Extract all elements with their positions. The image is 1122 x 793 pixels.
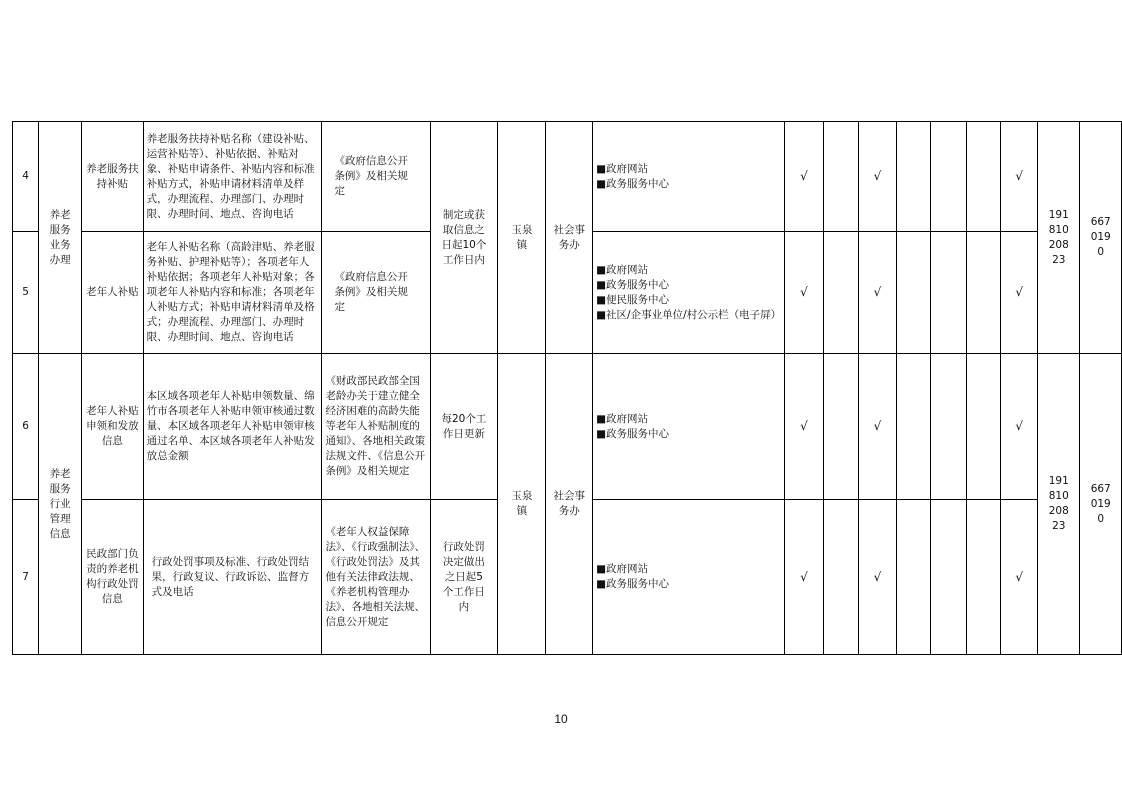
subject-cell: 玉泉镇 xyxy=(498,354,546,655)
empty-cell xyxy=(931,122,967,232)
check-mark: √ xyxy=(785,500,824,655)
empty-cell xyxy=(897,122,931,232)
empty-cell xyxy=(897,354,931,500)
item-name: 养老服务扶持补贴 xyxy=(82,122,144,232)
empty-cell xyxy=(967,122,1001,232)
empty-cell xyxy=(967,500,1001,655)
content-cell: 行政处罚事项及标准、行政处罚结果，行政复议、行政诉讼、监督方式及电话 xyxy=(143,500,322,655)
check-mark: √ xyxy=(858,122,897,232)
check-mark: √ xyxy=(858,354,897,500)
dept-cell: 社会事务办 xyxy=(546,122,593,354)
channel-item: ■政务服务中心 xyxy=(596,578,670,590)
check-mark: √ xyxy=(858,232,897,354)
channels-cell xyxy=(593,354,785,500)
disclosure-table xyxy=(12,121,1122,655)
content-cell: 老年人补贴名称（高龄津贴、养老服务补贴、护理补贴等）；各项老年人补贴依据；各项老年人补贴对象；各项老年人补贴内容和标准；各项老年人补贴方式；补贴申请材料清单及格式；办理流程、办理部门、办理时限、办理时间、地点、咨询电话 xyxy=(143,232,322,354)
basis-cell: 《老年人权益保障法》、《行政强制法》、《行政处罚法》及其他有关法律政法规、《养老机构管理办法》、各地相关法规、信息公开规定 xyxy=(322,500,430,655)
row-number: 6 xyxy=(13,354,39,500)
channel-item: ■政府网站 xyxy=(596,162,649,175)
channel-item: ■政府网站 xyxy=(596,263,649,276)
channel-item: ■政务服务中心 xyxy=(596,177,670,190)
channels-cell xyxy=(593,122,785,232)
contact-phone-a: 191810 20823 xyxy=(1038,122,1080,354)
item-name: 老年人补贴申领和发放信息 xyxy=(82,354,144,500)
check-mark: √ xyxy=(785,232,824,354)
timelimit-cell: 每20个工作日更新 xyxy=(430,354,498,500)
channel-item: ■政务服务中心 xyxy=(596,278,670,291)
page-number: 10 xyxy=(554,712,568,726)
timelimit-cell: 行政处罚决定做出之日起5个工作日内 xyxy=(430,500,498,655)
item-name: 老年人补贴 xyxy=(82,232,144,354)
check-mark: √ xyxy=(858,500,897,655)
empty-cell xyxy=(897,500,931,655)
empty-cell xyxy=(967,354,1001,500)
empty-cell xyxy=(931,354,967,500)
channels-cell xyxy=(593,500,785,655)
channel-item: ■政务服务中心 xyxy=(596,427,670,440)
check-mark: √ xyxy=(785,354,824,500)
check-mark: √ xyxy=(1001,122,1038,232)
empty-cell xyxy=(931,232,967,354)
empty-cell xyxy=(931,500,967,655)
content-cell: 养老服务扶持补贴名称（建设补贴、运营补贴等）、补贴依据、补贴对象、补贴申请条件、补贴内容和标准 补贴方式，补贴申请材料清单及样式，办理流程、办理部门、办理时限、办理时间、地点、咨询电话 xyxy=(143,122,322,232)
basis-cell: 《财政部民政部全国老龄办关于建立健全经济困难的高龄失能等老年人补贴制度的通知》、各地相关政策法规文件、《信息公开条例》及相关规定 xyxy=(322,354,430,500)
empty-cell xyxy=(823,500,858,655)
contact-phone-b: 6670190 xyxy=(1080,354,1122,655)
basis-cell: 《政府信息公开条例》及相关规定 xyxy=(322,122,430,232)
contact-phone-a: 191810 20823 xyxy=(1038,354,1080,655)
channel-item: ■便民服务中心 xyxy=(596,293,670,306)
channel-item: ■政府网站 xyxy=(596,412,649,425)
empty-cell xyxy=(967,232,1001,354)
basis-cell: 《政府信息公开条例》及相关规定 xyxy=(322,232,430,354)
item-name: 民政部门负责的养老机构行政处罚信息 xyxy=(82,500,144,655)
channel-item: ■政府网站 xyxy=(596,563,649,575)
empty-cell xyxy=(897,232,931,354)
empty-cell xyxy=(823,354,858,500)
category-cell: 养老服务行业管理信息 xyxy=(39,354,82,655)
table-row xyxy=(13,354,1122,500)
check-mark: √ xyxy=(1001,500,1038,655)
check-mark: √ xyxy=(1001,232,1038,354)
empty-cell xyxy=(823,232,858,354)
channel-item: ■社区/企事业单位/村公示栏（电子屏） xyxy=(596,308,782,321)
category-cell: 养老服务业务办理 xyxy=(39,122,82,354)
contact-phone-b: 6670190 xyxy=(1080,122,1122,354)
check-mark: √ xyxy=(785,122,824,232)
dept-cell: 社会事务办 xyxy=(546,354,593,655)
check-mark: √ xyxy=(1001,354,1038,500)
row-number: 5 xyxy=(13,232,39,354)
row-number: 7 xyxy=(13,500,39,655)
timelimit-cell: 制定或获取信息之日起10个工作日内 xyxy=(430,122,498,354)
table-row xyxy=(13,122,1122,232)
subject-cell: 玉泉镇 xyxy=(498,122,546,354)
row-number: 4 xyxy=(13,122,39,232)
empty-cell xyxy=(823,122,858,232)
channels-cell xyxy=(593,232,785,354)
content-cell: 本区域各项老年人补贴申领数量、绵竹市各项老年人补贴申领审核通过数量、本区域各项老年人补贴申领审核通过名单、本区域各项老年人补贴发放总金额 xyxy=(143,354,322,500)
